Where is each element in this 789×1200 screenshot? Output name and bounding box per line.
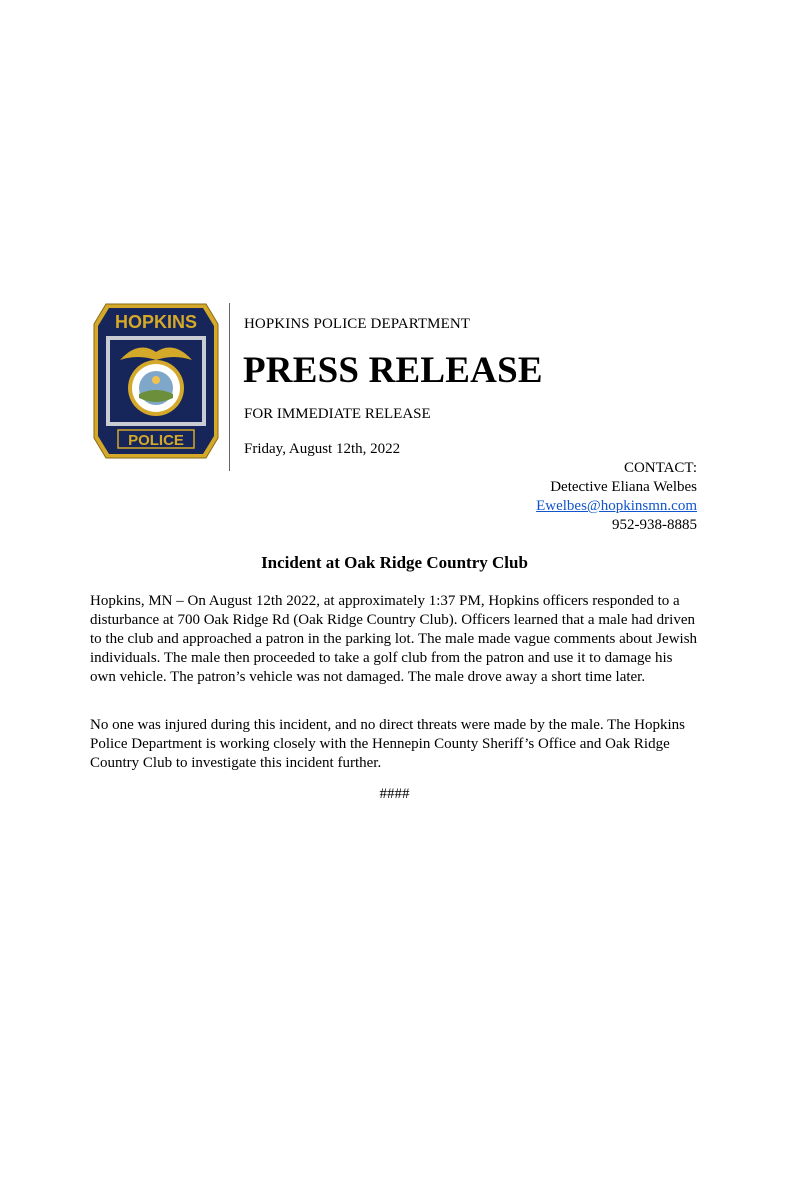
article-headline: Incident at Oak Ridge Country Club <box>261 553 528 572</box>
release-type: FOR IMMEDIATE RELEASE <box>244 406 431 422</box>
page-title: PRESS RELEASE <box>243 350 543 391</box>
article-paragraph: Hopkins, MN – On August 12th 2022, at approximately 1:37 PM, Hopkins officers responded to a disturbance at 700 Oak Ridge Rd (Oak Ridge Country Club). Officers learned that a male had driven to the club and approached a patron in the parking lot. The male made vague comments about Jewish individuals. The male then proceeded to take a golf club from the patron and use it to damage his own vehicle. The patron’s vehicle was not damaged. The male drove away a short time later. <box>90 593 698 685</box>
badge-top-text: HOPKINS <box>114 312 198 332</box>
contact-block <box>536 459 697 535</box>
release-date: Friday, August 12th, 2022 <box>244 441 401 457</box>
end-mark: #### <box>379 786 410 802</box>
header-divider <box>229 303 230 471</box>
badge-bottom-text: POLICE <box>128 432 184 449</box>
contact-label: CONTACT: <box>623 460 697 476</box>
contact-name: Detective Eliana Welbes <box>550 479 697 495</box>
article-paragraph: No one was injured during this incident, and no direct threats were made by the male. The Hopkins Police Department is working closely with the Hennepin County Sheriff’s Office and Oak Ridge Country Club to investigate this incident further. <box>90 717 685 771</box>
department-name: HOPKINS POLICE DEPARTMENT <box>244 316 471 332</box>
contact-email-link[interactable]: Ewelbes@hopkinsmn.com <box>536 498 697 514</box>
contact-phone: 952-938-8885 <box>612 517 697 533</box>
hopkins-police-badge-logo <box>92 302 220 460</box>
